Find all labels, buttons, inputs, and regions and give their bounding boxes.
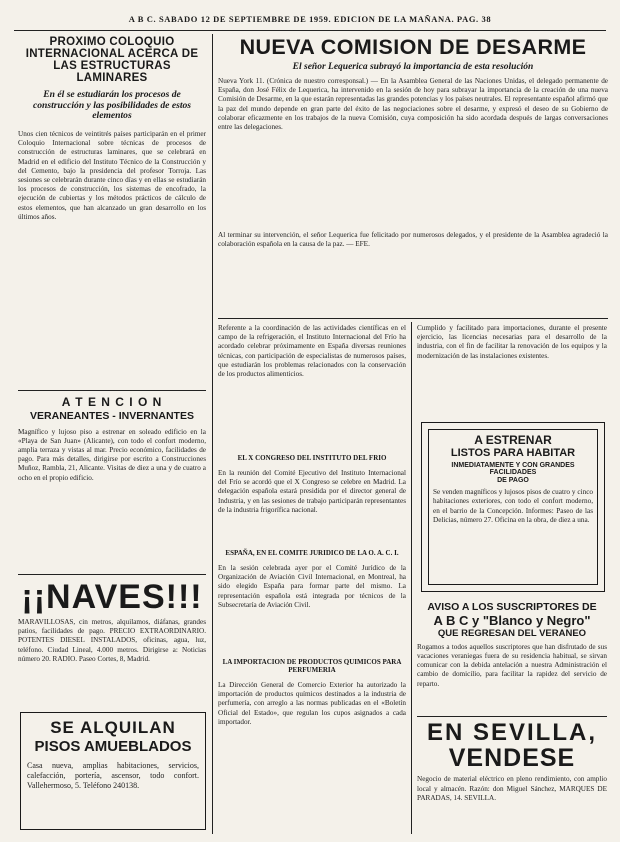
naves-body: MARAVILLOSAS, cin metros, alquilamos, diáfanas, grandes patios, facilidades de pago. PRECIO EXTRAORDINARIO. POTENTES DIESEL INSTALADOS, oficinas, agua, luz, teléfono. Ciudad Lineal, 4.000 metros. Dirigirse a: Noticias número 20. RADIO. Paseo Cortes, 8, Madrid. <box>18 618 206 663</box>
column-divider-left <box>212 34 213 834</box>
espana-head: ESPAÑA, EN EL COMITE JURIDICO DE LA O. A. C. I. <box>225 549 399 557</box>
aviso-line3: QUE REGRESAN DEL VERANEO <box>437 627 587 639</box>
divider <box>18 390 206 391</box>
pisos-body: Casa nueva, amplias habitaciones, servicios, calefacción, portería, ascensor, todo confort. Vallehermoso, 5. Teléfono 240138. <box>27 760 199 791</box>
header-rule <box>14 30 606 31</box>
atencion-title: A T E N C I O N <box>61 395 163 409</box>
coloquio-subhead: En él se estudiarán los procesos de construcción y las posibilidades de estos elementos <box>32 89 192 122</box>
top-story-subhead: El señor Lequerica subrayó la importancia de esta resolución <box>292 61 534 72</box>
top-story-body-lead: Nueva York 11. (Crónica de nuestro corresponsal.) — En la Asamblea General de las Naciones Unidas, el delegado permanente de España, don José Félix de Lequerica, ha intervenido en la sesión de hoy para subrayar la importancia de la creación de una nueva Comisión de Desarme, en la que estarán representadas las grandes potencias y los países neutrales. El representante español afirmó que la paz del mundo depende en gran parte del éxito de las negociaciones sobre el desarme, y expresó el deseo de su Gobierno de colaborar eficazmente en los trabajos de la nueva Comisión, cuya composición ha sido acordada después de largas conversaciones entre las delegaciones. <box>218 77 608 132</box>
atencion-body: Magnífico y lujoso piso a estrenar en soleado edificio en la «Playa de San Juan» (Alicante), con todo el confort moderno, amplia terraza y vistas al mar. Precio económico, facilidades de pago. Para más detalles, dirigirse por escrito a Construcciones Muñoz, Rambla, 21, Alicante. Visitas de diez a una y de cuatro a ocho en el propio edificio. <box>18 427 206 482</box>
sevilla-line1: EN SEVILLA, <box>426 719 598 746</box>
coloquio-article <box>18 36 206 320</box>
estrenar-ad <box>421 422 605 592</box>
pisos-ad <box>20 712 206 830</box>
naves-title: ¡¡NAVES!!! <box>21 578 203 616</box>
coloquio-body: Unos cien técnicos de veintitrés países participarán en el primer Coloquio Internacional sobre técnicas de procesos de construcción de estructuras laminares, que se celebrará en Madrid en el edificio del Instituto Técnico de la Construcción y del Cemento, bajo la presidencia del profesor Torroja. Las sesiones se celebrarán durante cinco días y en ellas se estudiarán los procesos de construcción, los sistemas de encofrado, la ejecución de cubiertas y los métodos prácticos de cálculo de estos elementos, que han alcanzado un gran desarrollo en los últimos años. <box>18 129 206 221</box>
column-divider-right <box>411 322 412 834</box>
top-story-body-tail: Al terminar su intervención, el señor Lequerica fue felicitado por numerosos delegados, y el presidente de la Asamblea agradeció la colaboración española en la causa de la paz. — EFE. <box>218 231 608 249</box>
divider <box>417 716 607 717</box>
congreso-head: EL X CONGRESO DEL INSTITUTO DEL FRIO <box>237 454 387 462</box>
pisos-line1: SE ALQUILAN <box>50 718 176 737</box>
congreso-body: En la reunión del Comité Ejecutivo del Instituto Internacional del Frío se acordó que el X Congreso se celebre en Madrid. La delegación española estará presidida por el director general de Industria, y en las sesiones de trabajo participarán representantes de la industria frigorífica nacional. <box>218 469 406 514</box>
aviso-body: Rogamos a todos aquellos suscriptores que han disfrutado de sus vacaciones veraniegas fuera de su residencia habitual, se sirvan comunicar con la debida antelación a nuestra Administración el cambio de domicilio, para facilitar la rapidez del servicio de reparto. <box>417 642 607 688</box>
mid-body-top: Referente a la coordinación de las actividades científicas en el campo de la refrigeración, el Instituto Internacional del Frío ha acordado celebrar próximamente en España diversas reuniones técnicas, con participación de especialistas de numerosos países, que estudiarán los problemas relacionados con la conservación de los productos alimenticios. <box>218 324 406 379</box>
top-story <box>218 36 608 297</box>
sevilla-line2: VENDESE <box>448 744 576 773</box>
atencion-subtitle: VERANEANTES - INVERNANTES <box>30 409 194 422</box>
atencion-ad <box>18 396 206 544</box>
estrenar-line2: LISTOS PARA HABITAR <box>450 446 576 459</box>
divider <box>218 318 608 319</box>
top-story-headline: NUEVA COMISION DE DESARME <box>239 35 587 59</box>
espana-body: En la sesión celebrada ayer por el Comité Jurídico de la Organización de Aviación Civil Internacional, en Montreal, ha sido elegido España para formar parte del mismo. La representación española está integrada por técnicos de la Subsecretaría de Aviación Civil. <box>218 564 406 609</box>
right-column <box>417 324 607 416</box>
divider <box>18 574 206 575</box>
sevilla-body: Negocio de material eléctrico en pleno rendimiento, con amplio local y almacén. Razón: don Miguel Sánchez, MARQUES DE PARADAS, 14. SEVILLA. <box>417 775 607 802</box>
sevilla-ad <box>417 720 607 821</box>
page-header: A B C. SABADO 12 DE SEPTIEMBRE DE 1959. EDICION DE LA MAÑANA. PAG. 38 <box>128 14 492 24</box>
aviso-line1: AVISO A LOS SUSCRIPTORES DE <box>427 601 597 613</box>
importacion-head: LA IMPORTACION DE PRODUCTOS QUIMICOS PARA PERFUMERIA <box>222 658 402 674</box>
estrenar-line3: INMEDIATAMENTE Y CON GRANDES FACILIDADES <box>451 462 575 477</box>
aviso-notice <box>417 602 607 705</box>
estrenar-line4: DE PAGO <box>497 477 529 485</box>
estrenar-body: Se venden magníficos y lujosos pisos de cuatro y cinco habitaciones exteriores, con todo el confort moderno, en el barrio de la Concepción. Informes: Paseo de las Delicias, número 27. Oficina en la obra, de diez a una. <box>433 488 593 524</box>
importacion-body: La Dirección General de Comercio Exterior ha autorizado la importación de productos químicos destinados a la industria de perfumería, con arreglo a las normas publicadas en el «Boletín Oficial del Estado», que regulan los cupos asignados a cada importador. <box>218 681 406 726</box>
estrenar-line1: A ESTRENAR <box>474 433 552 447</box>
pisos-line2: PISOS AMUEBLADOS <box>34 737 192 755</box>
aviso-line2: A B C y "Blanco y Negro" <box>433 613 591 629</box>
mid-column <box>218 324 406 781</box>
coloquio-headline: PROXIMO COLOQUIO INTERNACIONAL ACERCA DE LAS ESTRUCTURAS LAMINARES <box>25 36 199 85</box>
naves-ad <box>18 580 206 710</box>
right-body-top: Cumplido y facilitado para importaciones, durante el presente ejercicio, las licencias necesarias para el desarrollo de la industria, con el fin de facilitar la renovación de los equipos y la modernización de las instalaciones existentes. <box>417 324 607 360</box>
